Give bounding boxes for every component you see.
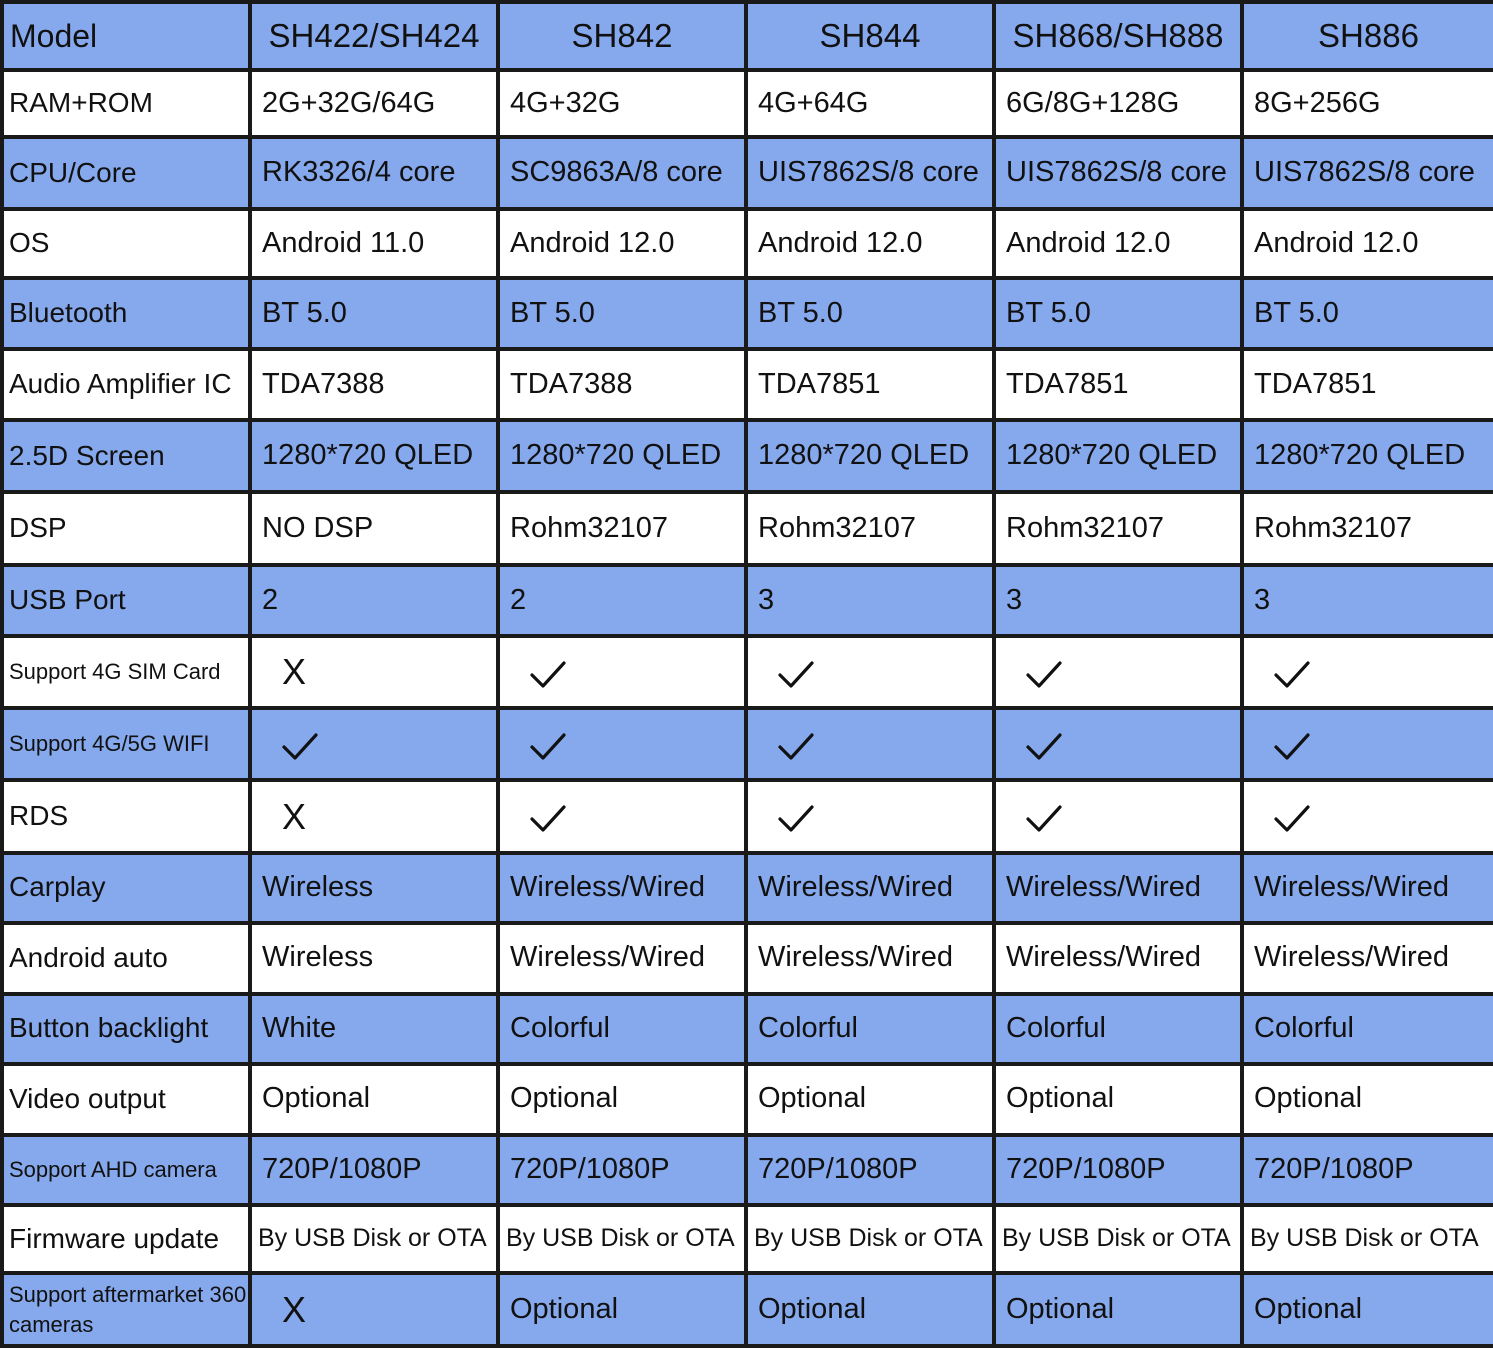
- spec-value: TDA7851: [994, 349, 1242, 419]
- check-icon: [1026, 732, 1062, 762]
- model-header-sh842: SH842: [498, 2, 746, 70]
- spec-value: Wireless/Wired: [1242, 923, 1493, 993]
- spec-value: 6G/8G+128G: [994, 70, 1242, 136]
- spec-value: 720P/1080P: [1242, 1135, 1493, 1205]
- spec-value: NO DSP: [250, 492, 498, 564]
- spec-value: Optional: [994, 1064, 1242, 1134]
- spec-row-bluetooth: [2, 278, 1493, 349]
- spec-label: Sopport AHD camera: [2, 1135, 250, 1205]
- spec-value: Optional: [746, 1064, 994, 1134]
- spec-label: Support 4G/5G WIFI: [2, 708, 250, 780]
- spec-value: UIS7862S/8 core: [1242, 137, 1493, 209]
- spec-value: TDA7388: [250, 349, 498, 419]
- spec-value: Colorful: [498, 994, 746, 1064]
- spec-row-dsp: [2, 492, 1493, 564]
- spec-value: Android 12.0: [498, 209, 746, 277]
- spec-value: Android 12.0: [1242, 209, 1493, 277]
- spec-value: SC9863A/8 core: [498, 137, 746, 209]
- spec-value-check: [1242, 636, 1493, 707]
- spec-value-check: [1242, 708, 1493, 780]
- check-icon: [1274, 732, 1310, 762]
- spec-row-support-4g-5g-wifi: [2, 708, 1493, 780]
- spec-value: Android 12.0: [994, 209, 1242, 277]
- spec-value: BT 5.0: [994, 278, 1242, 349]
- spec-value: UIS7862S/8 core: [746, 137, 994, 209]
- spec-value: TDA7388: [498, 349, 746, 419]
- spec-row-video-output: [2, 1064, 1493, 1134]
- spec-value: Optional: [250, 1064, 498, 1134]
- spec-value: Wireless/Wired: [1242, 853, 1493, 923]
- spec-value: Rohm32107: [498, 492, 746, 564]
- spec-label: Bluetooth: [2, 278, 250, 349]
- spec-row-os: [2, 209, 1493, 277]
- check-icon: [1026, 804, 1062, 834]
- spec-value: 3: [994, 565, 1242, 636]
- spec-value-check: [746, 780, 994, 852]
- spec-value-check: [994, 636, 1242, 707]
- spec-row-carplay: [2, 853, 1493, 923]
- spec-value: 4G+64G: [746, 70, 994, 136]
- spec-value: 4G+32G: [498, 70, 746, 136]
- spec-label: Support 4G SIM Card: [2, 636, 250, 707]
- spec-row-rds: [2, 780, 1493, 852]
- spec-value: Wireless/Wired: [498, 853, 746, 923]
- spec-value: White: [250, 994, 498, 1064]
- spec-value: TDA7851: [1242, 349, 1493, 419]
- spec-value-check: [994, 780, 1242, 852]
- spec-label: 2.5D Screen: [2, 420, 250, 492]
- spec-value: By USB Disk or OTA: [746, 1205, 994, 1273]
- spec-label: RDS: [2, 780, 250, 852]
- spec-value: 1280*720 QLED: [498, 420, 746, 492]
- spec-value: Optional: [498, 1273, 746, 1346]
- spec-label: DSP: [2, 492, 250, 564]
- check-icon: [530, 660, 566, 690]
- spec-label: CPU/Core: [2, 137, 250, 209]
- spec-value: 1280*720 QLED: [746, 420, 994, 492]
- spec-row-cpu-core: [2, 137, 1493, 209]
- spec-row-2-5d-screen: [2, 420, 1493, 492]
- spec-value: Rohm32107: [746, 492, 994, 564]
- spec-value: Wireless: [250, 923, 498, 993]
- spec-value: 2G+32G/64G: [250, 70, 498, 136]
- spec-value: 2: [250, 565, 498, 636]
- spec-value: Optional: [994, 1273, 1242, 1346]
- spec-value: 8G+256G: [1242, 70, 1493, 136]
- table-body: [2, 2, 1493, 1346]
- spec-label: Audio Amplifier IC: [2, 349, 250, 419]
- spec-value: Wireless/Wired: [498, 923, 746, 993]
- spec-value: Colorful: [1242, 994, 1493, 1064]
- spec-row-usb-port: [2, 565, 1493, 636]
- spec-label: Firmware update: [2, 1205, 250, 1273]
- spec-value-cross: X: [250, 636, 498, 707]
- check-icon: [1026, 660, 1062, 690]
- check-icon: [530, 732, 566, 762]
- spec-value: RK3326/4 core: [250, 137, 498, 209]
- spec-value: 2: [498, 565, 746, 636]
- spec-label: Button backlight: [2, 994, 250, 1064]
- spec-value: BT 5.0: [250, 278, 498, 349]
- spec-label: RAM+ROM: [2, 70, 250, 136]
- spec-value: Optional: [1242, 1064, 1493, 1134]
- spec-value: Colorful: [994, 994, 1242, 1064]
- check-icon: [1274, 660, 1310, 690]
- spec-value: By USB Disk or OTA: [1242, 1205, 1493, 1273]
- spec-row-android-auto: [2, 923, 1493, 993]
- spec-row-button-backlight: [2, 994, 1493, 1064]
- spec-value: By USB Disk or OTA: [498, 1205, 746, 1273]
- spec-value: Rohm32107: [994, 492, 1242, 564]
- spec-row-ram-rom: [2, 70, 1493, 136]
- spec-value: Android 11.0: [250, 209, 498, 277]
- spec-value-check: [498, 780, 746, 852]
- spec-value: 720P/1080P: [994, 1135, 1242, 1205]
- spec-row-support-aftermarket-360-cameras: [2, 1273, 1493, 1346]
- spec-value-cross: X: [250, 780, 498, 852]
- spec-value: 720P/1080P: [250, 1135, 498, 1205]
- spec-value: By USB Disk or OTA: [250, 1205, 498, 1273]
- spec-value: 3: [1242, 565, 1493, 636]
- spec-value: Wireless: [250, 853, 498, 923]
- spec-value: BT 5.0: [1242, 278, 1493, 349]
- model-header-sh422-sh424: SH422/SH424: [250, 2, 498, 70]
- spec-value: 1280*720 QLED: [250, 420, 498, 492]
- spec-row-support-4g-sim-card: [2, 636, 1493, 707]
- spec-value: Android 12.0: [746, 209, 994, 277]
- check-icon: [778, 732, 814, 762]
- spec-value: 1280*720 QLED: [994, 420, 1242, 492]
- spec-value: Optional: [498, 1064, 746, 1134]
- check-icon: [1274, 804, 1310, 834]
- spec-label: Support aftermarket 360 cameras: [2, 1273, 250, 1346]
- spec-value: TDA7851: [746, 349, 994, 419]
- header-row: [2, 2, 1493, 70]
- spec-value-check: [498, 708, 746, 780]
- spec-row-firmware-update: [2, 1205, 1493, 1273]
- check-icon: [282, 732, 318, 762]
- spec-value-check: [1242, 780, 1493, 852]
- spec-value: Wireless/Wired: [994, 853, 1242, 923]
- spec-label: Android auto: [2, 923, 250, 993]
- spec-value: Optional: [1242, 1273, 1493, 1346]
- spec-value-check: [746, 636, 994, 707]
- spec-value: BT 5.0: [746, 278, 994, 349]
- spec-value: Rohm32107: [1242, 492, 1493, 564]
- spec-value: Wireless/Wired: [994, 923, 1242, 993]
- check-icon: [530, 804, 566, 834]
- spec-value: BT 5.0: [498, 278, 746, 349]
- spec-value-check: [746, 708, 994, 780]
- spec-label: USB Port: [2, 565, 250, 636]
- spec-label: OS: [2, 209, 250, 277]
- model-header-sh868-sh888: SH868/SH888: [994, 2, 1242, 70]
- spec-value: Colorful: [746, 994, 994, 1064]
- spec-label: Carplay: [2, 853, 250, 923]
- spec-value-cross: X: [250, 1273, 498, 1346]
- check-icon: [778, 660, 814, 690]
- spec-value: Optional: [746, 1273, 994, 1346]
- spec-value-check: [498, 636, 746, 707]
- spec-label: Video output: [2, 1064, 250, 1134]
- spec-row-sopport-ahd-camera: [2, 1135, 1493, 1205]
- spec-value-check: [994, 708, 1242, 780]
- spec-value: By USB Disk or OTA: [994, 1205, 1242, 1273]
- spec-row-audio-amplifier-ic: [2, 349, 1493, 419]
- spec-value: 3: [746, 565, 994, 636]
- spec-value: Wireless/Wired: [746, 923, 994, 993]
- check-icon: [778, 804, 814, 834]
- model-header-sh844: SH844: [746, 2, 994, 70]
- spec-value-check: [250, 708, 498, 780]
- spec-value: 720P/1080P: [498, 1135, 746, 1205]
- spec-value: Wireless/Wired: [746, 853, 994, 923]
- header-label-cell: Model: [2, 2, 250, 70]
- spec-value: 1280*720 QLED: [1242, 420, 1493, 492]
- spec-value: UIS7862S/8 core: [994, 137, 1242, 209]
- spec-value: 720P/1080P: [746, 1135, 994, 1205]
- model-header-sh886: SH886: [1242, 2, 1493, 70]
